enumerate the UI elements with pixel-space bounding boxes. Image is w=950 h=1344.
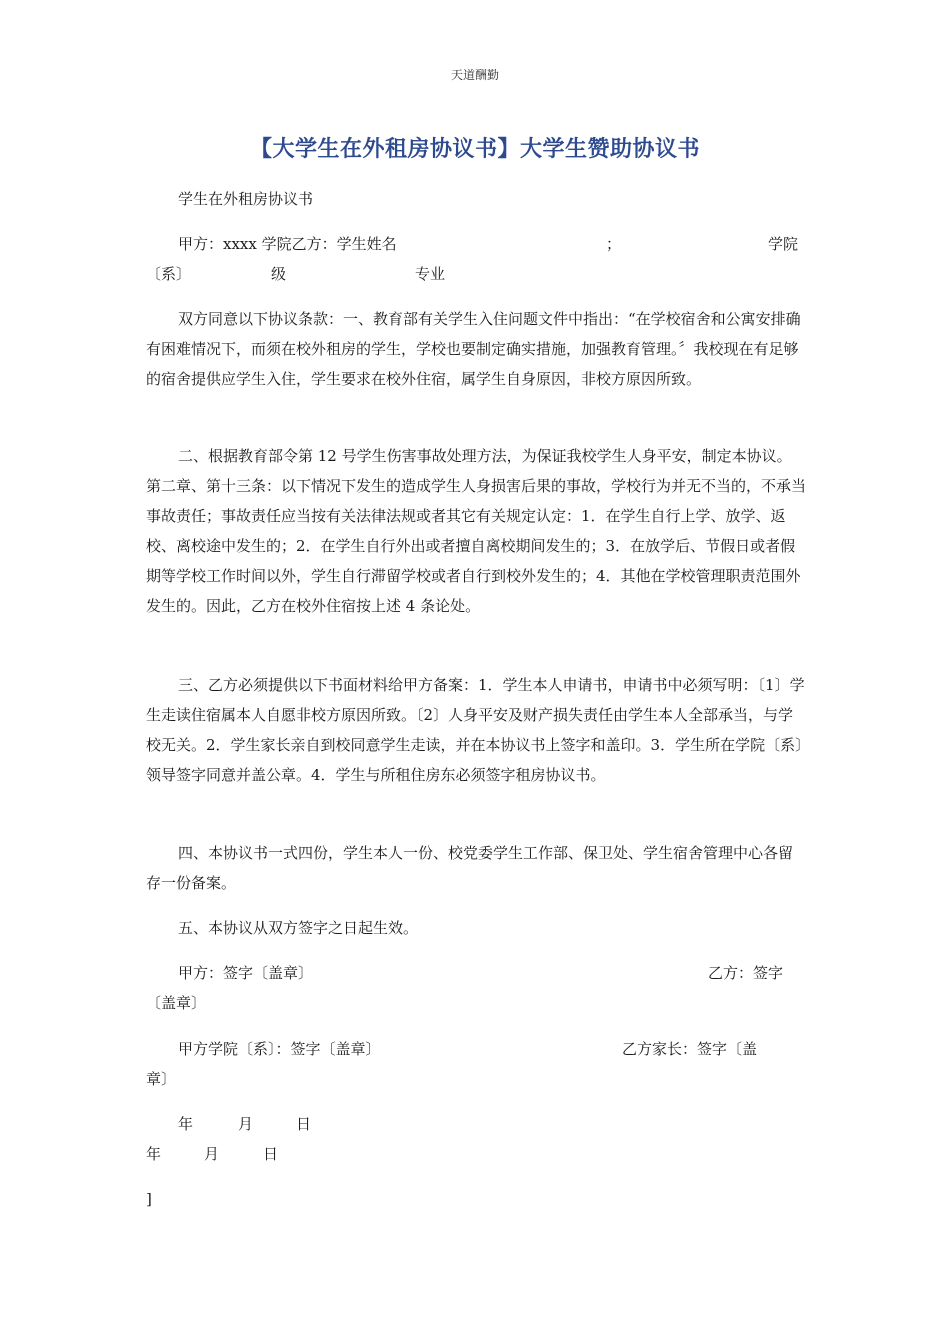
date-month-1: 月 [238, 1115, 254, 1133]
signature-parent: 乙方家长：签字〔盖 [622, 1040, 758, 1058]
page-header: 天道酬勤 [450, 68, 499, 82]
clause-5: 五、本协议从双方签字之日起生效。 [178, 919, 419, 937]
signature-parent-cont: 章〕 [146, 1070, 177, 1088]
signature-party-b: 乙方：签字 [708, 964, 784, 982]
date-day-1: 日 [296, 1115, 312, 1133]
parties-line2-b: 级 [271, 265, 287, 283]
signature-college: 甲方学院〔系〕：签字〔盖章〕 [178, 1040, 381, 1058]
parties-line1-c: 学院 [768, 235, 799, 253]
clause-4: 四、本协议书一式四份，学生本人一份、校党委学生工作部、保卫处、学生宿舍管理中心各留存一份备案。 [146, 844, 794, 892]
clause-2: 二、根据教育部令第 12 号学生伤害事故处理方法，为保证我校学生人身平安，制定本协议。第二章、第十三条：以下情况下发生的造成学生人身损害后果的事故，学校行为并无不当的，不承当事故责任；事故责任应当按有关法律法规或者其它有关规定认定：1．在学生自行上学、放学、返校、离校途中发生的；2．在学生自行外出或者擅自离校期间发生的；3．在放学后、节假日或者假期等学校工作时间以外，学生自行滞留学校或者自行到校外发生的；4．其他在学校管理职责范围外发生的。因此，乙方在校外住宿按上述 4 条论处。 [146, 447, 807, 615]
date-year-2: 年 [146, 1145, 162, 1163]
signature-party-b-cont: 〔盖章〕 [146, 994, 207, 1012]
date-month-2: 月 [204, 1145, 220, 1163]
parties-line1-a: 甲方：xxxx 学院乙方：学生姓名 [178, 235, 397, 253]
signature-party-a: 甲方：签字〔盖章〕 [178, 964, 314, 982]
subtitle: 学生在外租房协议书 [178, 190, 314, 208]
clause-1: 双方同意以下协议条款：一、教育部有关学生入住问题文件中指出：“在学校宿舍和公寓安排确有困难情况下，而须在校外租房的学生，学校也要制定确实措施，加强教育管理。〞我校现在有足够的宿舍提供应学生入住，学生要求在校外住宿，属学生自身原因，非校方原因所致。 [146, 310, 801, 388]
date-day-2: 日 [263, 1145, 279, 1163]
document-title: 【大学生在外租房协议书】大学生赞助协议书 [249, 137, 700, 162]
parties-line2-c: 专业 [415, 265, 446, 283]
trailing-mark: ] [146, 1190, 152, 1208]
clause-3: 三、乙方必须提供以下书面材料给甲方备案：1．学生本人申请书，申请书中必须写明：〔1〕学生走读住宿属本人自愿非校方原因所致。〔2〕人身平安及财产损失责任由学生本人全部承当，与学校无关。2．学生家长亲自到校同意学生走读，并在本协议书上签字和盖印。3．学生所在学院〔系〕领导签字同意并盖公章。4．学生与所租住房东必须签字租房协议书。 [146, 676, 805, 784]
parties-line1-b: ； [606, 235, 622, 253]
parties-line2-a: 〔系〕 [146, 265, 192, 283]
date-year-1: 年 [178, 1115, 194, 1133]
